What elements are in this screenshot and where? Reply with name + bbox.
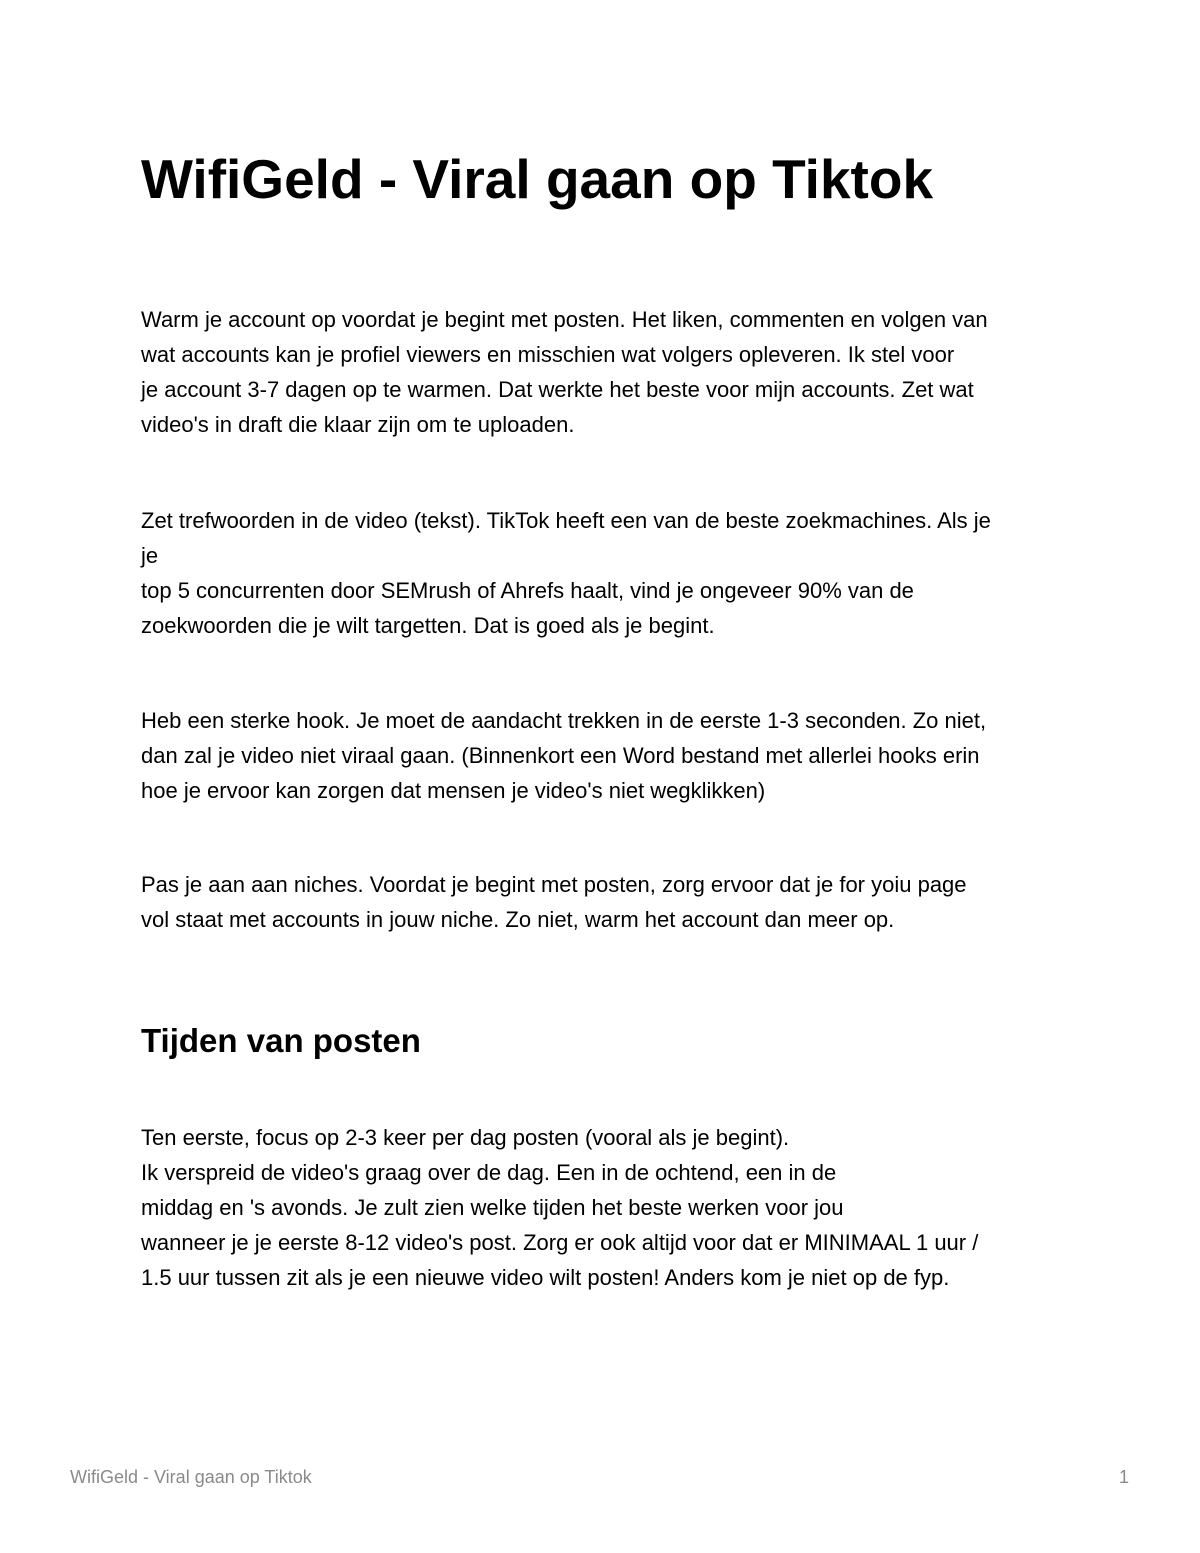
paragraph-line: hoe je ervoor kan zorgen dat mensen je video's niet wegklikken) <box>141 778 766 803</box>
paragraph-warm-up <box>141 302 988 442</box>
paragraph-line: wanneer je je eerste 8-12 video's post. Zorg er ook altijd voor dat er MINIMAAL 1 uur / <box>141 1230 979 1255</box>
paragraph-line: Warm je account op voordat je begint met posten. Het liken, commenten en volgen van <box>141 307 988 332</box>
paragraph-line: middag en 's avonds. Je zult zien welke tijden het beste werken voor jou <box>141 1195 844 1220</box>
paragraph-keywords <box>141 503 991 643</box>
paragraph-line: zoekwoorden die je wilt targetten. Dat is goed als je begint. <box>141 613 715 638</box>
paragraph-line: vol staat met accounts in jouw niche. Zo niet, warm het account dan meer op. <box>141 907 895 932</box>
paragraph-line: je account 3-7 dagen op te warmen. Dat werkte het beste voor mijn accounts. Zet wat <box>141 377 974 402</box>
paragraph-line: je <box>141 543 159 568</box>
paragraph-line: 1.5 uur tussen zit als je een nieuwe video wilt posten! Anders kom je niet op de fyp. <box>141 1265 950 1290</box>
paragraph-posting-times <box>141 1120 978 1295</box>
paragraph-line: video's in draft die klaar zijn om te uploaden. <box>141 412 575 437</box>
paragraph-line: wat accounts kan je profiel viewers en misschien wat volgers opleveren. Ik stel voor <box>141 342 955 367</box>
paragraph-line: Ten eerste, focus op 2-3 keer per dag posten (vooral als je begint). <box>141 1125 790 1150</box>
paragraph-line: top 5 concurrenten door SEMrush of Ahrefs haalt, vind je ongeveer 90% van de <box>141 578 914 603</box>
paragraph-line: Pas je aan aan niches. Voordat je begint met posten, zorg ervoor dat je for yoiu page <box>141 872 967 897</box>
paragraph-line: Ik verspreid de video's graag over de dag. Een in de ochtend, een in de <box>141 1160 837 1185</box>
footer-page-number: 1 <box>1118 1467 1129 1487</box>
paragraph-niches <box>141 867 967 937</box>
section-heading: Tijden van posten <box>141 1022 421 1059</box>
page-title: WifiGeld - Viral gaan op Tiktok <box>141 148 934 210</box>
paragraph-line: dan zal je video niet viraal gaan. (Binnenkort een Word bestand met allerlei hooks erin <box>141 743 980 768</box>
paragraph-line: Zet trefwoorden in de video (tekst). TikTok heeft een van de beste zoekmachines. Als je <box>141 508 991 533</box>
paragraph-line: Heb een sterke hook. Je moet de aandacht trekken in de eerste 1-3 seconden. Zo niet, <box>141 708 987 733</box>
paragraph-hook <box>141 703 986 808</box>
footer-title: WifiGeld - Viral gaan op Tiktok <box>70 1467 312 1487</box>
